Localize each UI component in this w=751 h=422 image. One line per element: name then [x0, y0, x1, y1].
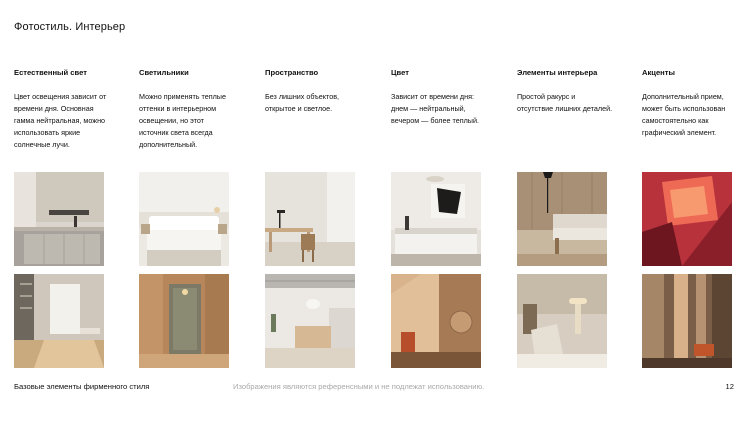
column-description: Зависит от времени дня: днем — нейтральный, вечером — более теплый. — [391, 92, 479, 125]
column-natural-light — [14, 67, 110, 149]
photo-sunlit-room — [14, 274, 104, 368]
photo-bedroom-artwork — [391, 172, 481, 266]
column-description: Простой ракурс и отсутствие лишних деталей. — [517, 92, 613, 113]
photo-red-light-accent — [642, 172, 732, 266]
column-interior-elements — [517, 67, 613, 113]
column-heading: Цвет — [391, 68, 409, 77]
photo-warm-evening — [391, 274, 481, 368]
photo-light-shadows — [642, 274, 732, 368]
column-description: Можно применять теплые оттенки в интерьерном освещении, но этот источник света всегда дополнительный. — [139, 92, 226, 149]
photo-open-kitchen — [265, 274, 355, 368]
column-heading: Пространство — [265, 68, 319, 77]
column-lamps — [139, 67, 235, 149]
photo-desk-lamp — [517, 274, 607, 368]
column-space — [265, 67, 361, 113]
footer-section-label: Базовые элементы фирменного стиля — [14, 382, 150, 391]
footer-disclaimer: Изображения являются референсными и не подлежат использованию. — [233, 382, 485, 391]
column-description: Цвет освещения зависит от времени дня. Основная гамма нейтральная, можно использовать яркие солнечные лучи. — [14, 92, 107, 149]
column-heading: Элементы интерьера — [517, 68, 598, 77]
column-heading: Акценты — [642, 68, 675, 77]
photo-wooden-sofa — [517, 172, 607, 266]
column-heading: Светильники — [139, 68, 189, 77]
photo-warm-corridor — [139, 274, 229, 368]
page-number: 12 — [725, 382, 734, 391]
column-color — [391, 67, 487, 125]
column-heading: Естественный свет — [14, 68, 87, 77]
page-title: Фотостиль. Интерьер — [14, 21, 126, 33]
photo-study-space — [265, 172, 355, 266]
column-accents — [642, 67, 738, 137]
column-description: Дополнительный прием, может быть использован самостоятельно как графический элемент. — [642, 92, 726, 137]
photo-bedroom-lamps — [139, 172, 229, 266]
photo-kitchen-natural-light — [14, 172, 104, 266]
column-description: Без лишних объектов, открытое и светлое. — [265, 92, 340, 113]
